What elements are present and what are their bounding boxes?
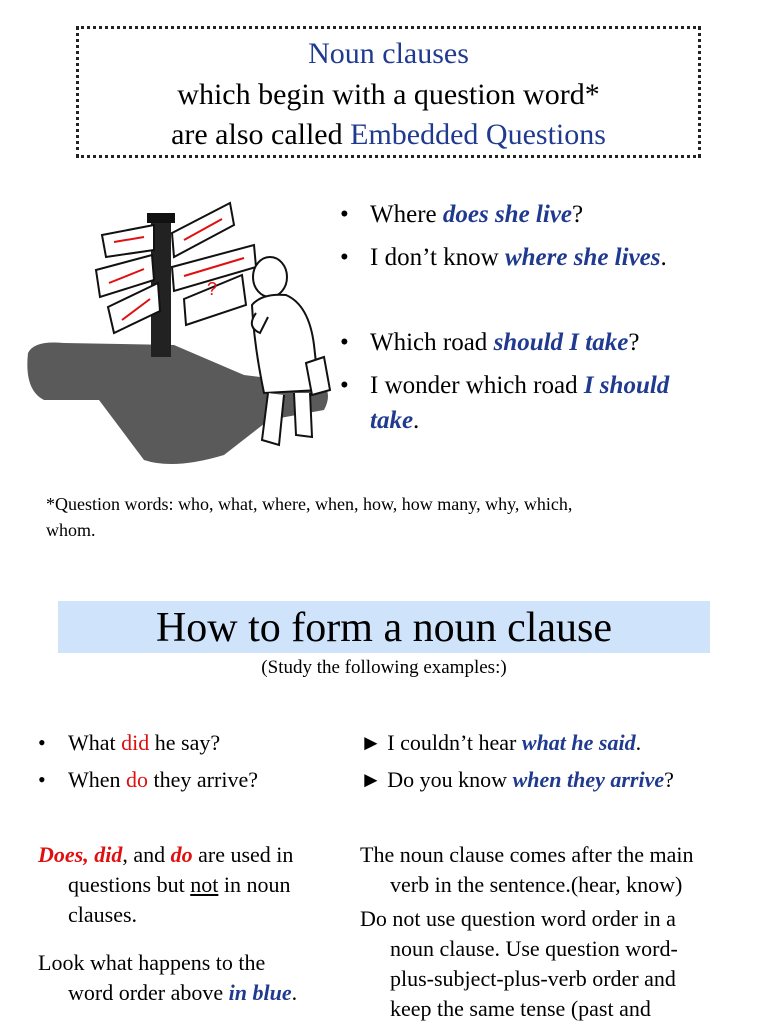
right-explanation-p2-line-3: plus-subject-plus-verb order and: [390, 966, 676, 991]
left-explanation-line-1: Does, did, and do are used in: [38, 842, 294, 867]
question-form: should I take: [493, 329, 629, 356]
section-subtitle: (Study the following examples:): [261, 657, 507, 678]
noun-clause: I should: [583, 372, 670, 399]
right-explanation-p2-line-2: noun clause. Use question word-: [390, 936, 678, 961]
left-explanation-line-2: questions but not in noun: [68, 872, 291, 897]
right-explanation-line-1: The noun clause comes after the main: [360, 842, 694, 867]
box-line-3: [79, 117, 698, 153]
arrow-icon: ►: [360, 730, 382, 755]
question-form: does she live: [442, 201, 573, 228]
box-line-2: which begin with a question word*: [177, 78, 600, 111]
bullet-dot: •: [340, 244, 349, 271]
example-question-2: • When do they arrive?: [38, 767, 258, 792]
auxiliary-verb: do: [126, 767, 149, 792]
question-words-footnote: *Question words: who, what, where, when, how, how many, why, which, whom.: [46, 494, 573, 540]
left-explanation-line-3: clauses.: [68, 902, 138, 927]
right-explanation: [360, 840, 760, 1024]
right-explanation-p2-line-1: Do not use question word order in a: [360, 906, 676, 931]
direction-signs: [96, 203, 256, 333]
right-explanation-line-2: verb in the sentence.(hear, know): [390, 872, 683, 897]
example-question-1: • What did he say?: [38, 730, 221, 755]
auxiliary-verb: did: [121, 730, 150, 755]
section-title: How to form a noun clause: [155, 605, 613, 651]
box-title: Noun clauses: [308, 37, 469, 70]
right-explanation-p2-line-4: keep the same tense (past and: [390, 996, 651, 1021]
noun-clause-cont: take: [370, 407, 414, 434]
header-box: [76, 26, 701, 158]
signpost-illustration: [24, 195, 336, 470]
bullet-dot: •: [340, 201, 349, 228]
bullet-dot: •: [340, 372, 349, 399]
arrow-icon: ►: [360, 767, 382, 792]
left-explanation-p2-line-2: word order above in blue.: [68, 980, 298, 1005]
section-banner: [58, 601, 710, 653]
bullet-item-4: • I wonder which road I should: [340, 372, 670, 399]
left-explanation: [38, 840, 358, 1008]
left-explanation-p2-line-1: Look what happens to the: [38, 950, 266, 975]
example-clause-1: ► I couldn’t hear what he said.: [360, 730, 642, 755]
bullet-item-4-cont: take.: [370, 407, 420, 434]
noun-clause: where she lives: [504, 244, 661, 271]
box-line-3-prefix: are also called: [171, 118, 351, 151]
bullet-dot: •: [340, 329, 349, 356]
bullet-item-3: • Which road should I take?: [340, 329, 640, 356]
sign-question-mark: ?: [207, 279, 218, 299]
embedded-questions-term: Embedded Questions: [350, 118, 606, 151]
bullet-item-1: • Where does she live?: [340, 201, 584, 228]
example-clause-2: ► Do you know when they arrive?: [360, 767, 674, 792]
bullet-item-2: • I don’t know where she lives.: [340, 244, 667, 271]
